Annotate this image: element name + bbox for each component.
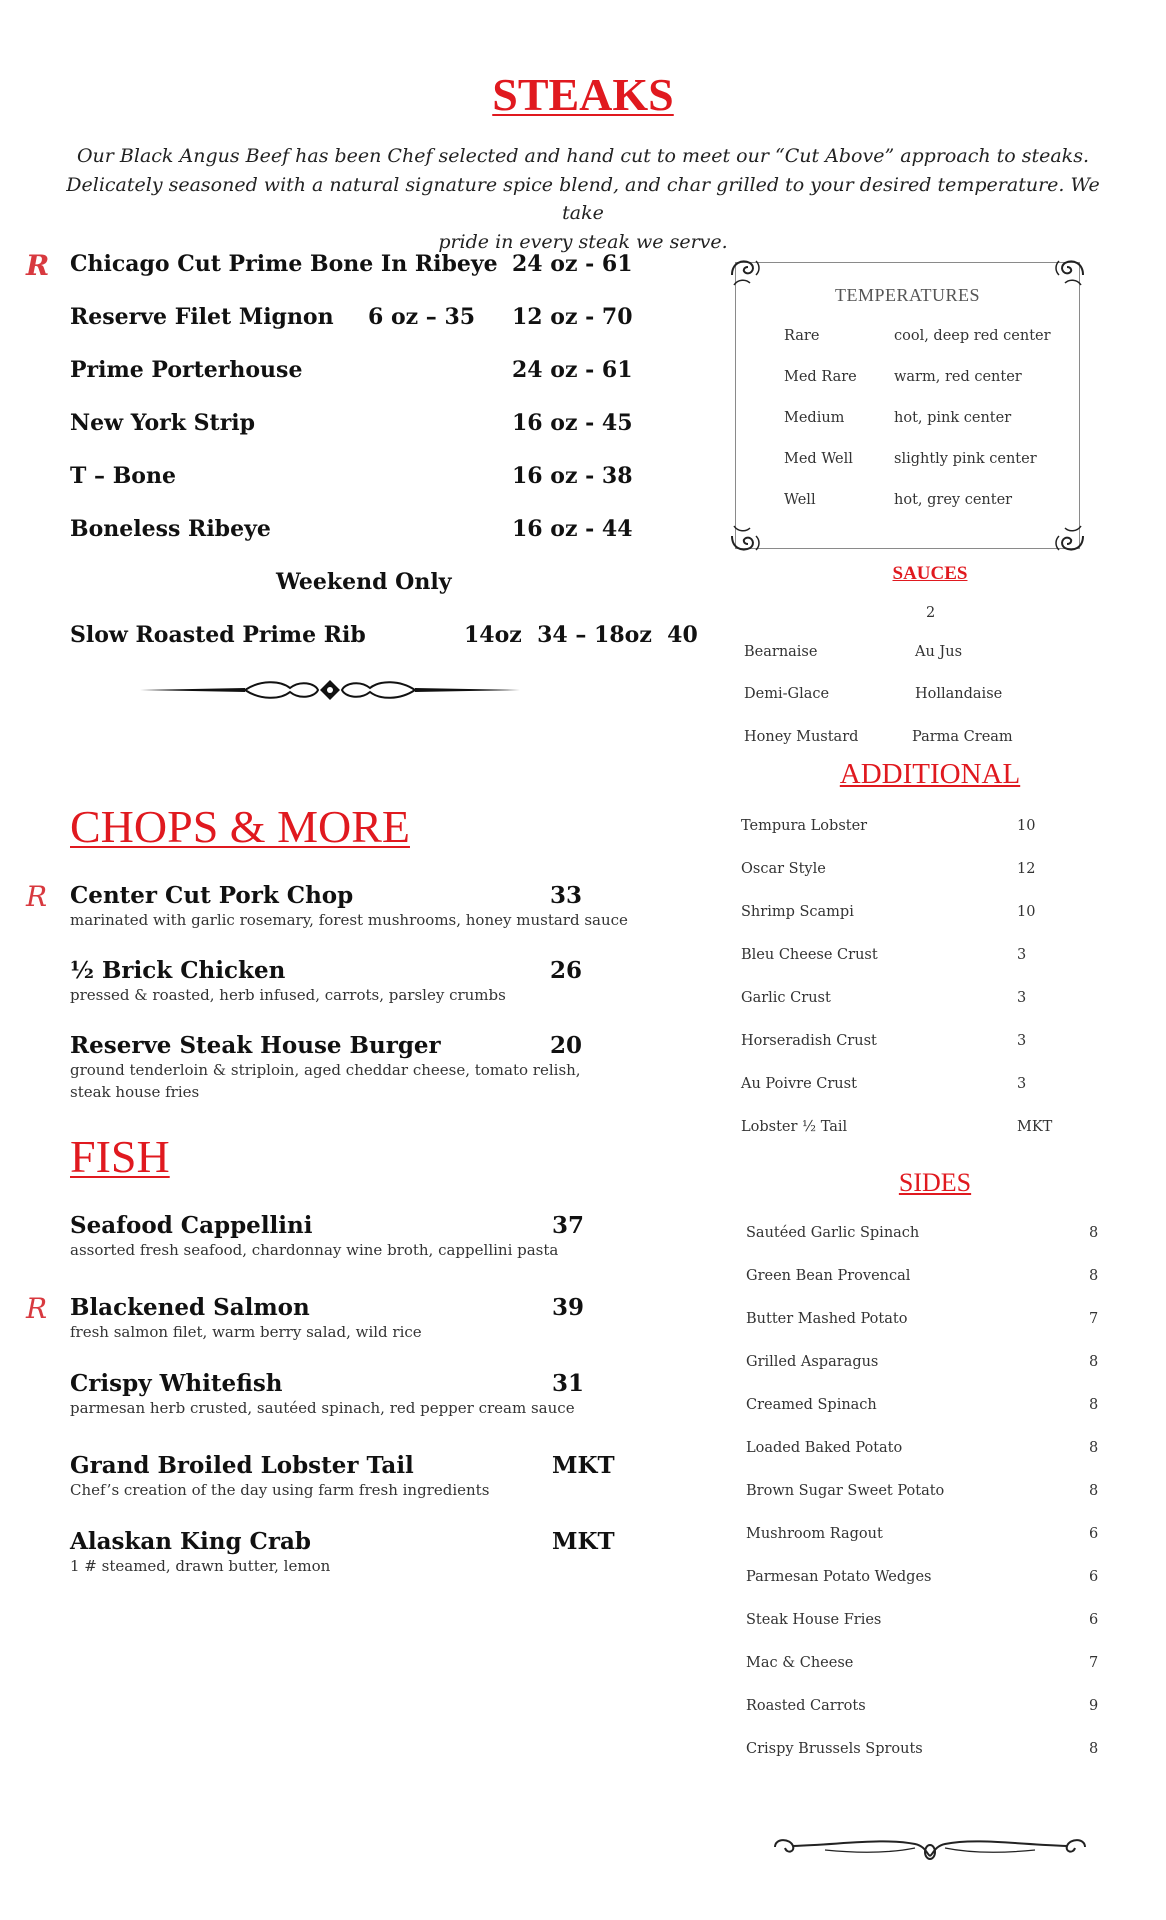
- side-item-name: Steak House Fries: [746, 1612, 882, 1628]
- steaks-intro: [60, 142, 1106, 256]
- steak-name: Boneless Ribeye: [70, 516, 271, 542]
- additional-item-name: Shrimp Scampi: [741, 904, 854, 920]
- item-desc: fresh salmon filet, warm berry salad, wild rice: [70, 1323, 422, 1341]
- item-name: Blackened Salmon: [70, 1294, 310, 1321]
- weekend-only-label: [70, 569, 700, 601]
- item-desc: 1 # steamed, drawn butter, lemon: [70, 1557, 331, 1575]
- item-desc: marinated with garlic rosemary, forest mushrooms, honey mustard sauce: [70, 911, 628, 929]
- corner-flourish-icon: [1047, 516, 1087, 556]
- side-item-name: Green Bean Provencal: [746, 1268, 911, 1284]
- side-item-price: 8: [1089, 1741, 1099, 1757]
- side-item-name: Grilled Asparagus: [746, 1354, 879, 1370]
- item-desc: Chef’s creation of the day using farm fresh ingredients: [70, 1481, 490, 1499]
- side-item-price: 6: [1089, 1526, 1099, 1542]
- item-name: Crispy Whitefish: [70, 1370, 283, 1397]
- sauce-item: Demi-Glace: [744, 686, 830, 702]
- bottom-flourish-icon: [765, 1830, 1095, 1864]
- additional-item-price: 3: [1017, 990, 1027, 1006]
- side-item-price: 7: [1089, 1311, 1099, 1327]
- steak-item: [70, 304, 700, 336]
- steak-size: 6 oz – 35: [368, 304, 476, 330]
- additional-item-price: MKT: [1017, 1119, 1053, 1135]
- steak-name: New York Strip: [70, 410, 256, 436]
- additional-item-name: Horseradish Crust: [741, 1033, 877, 1049]
- prime-rib-price: 14oz 34 – 18oz 40: [464, 622, 698, 648]
- additional-item-name: Au Poivre Crust: [741, 1076, 857, 1092]
- side-item-price: 9: [1089, 1698, 1099, 1714]
- steak-item: [26, 249, 700, 283]
- side-item-name: Sautéed Garlic Spinach: [746, 1225, 920, 1241]
- reserve-mark-icon: R: [26, 249, 50, 282]
- reserve-mark-icon: R: [26, 1292, 48, 1325]
- additional-item-name: Bleu Cheese Crust: [741, 947, 878, 963]
- item-price: 31: [552, 1370, 585, 1397]
- item-desc: parmesan herb crusted, sautéed spinach, red pepper cream sauce: [70, 1399, 575, 1417]
- intro-line: Delicately seasoned with a natural signature spice blend, and char grilled to your desired temperature. We take: [66, 173, 1100, 224]
- fish-item: [70, 1452, 670, 1501]
- item-price: 39: [552, 1294, 585, 1321]
- chop-item: [70, 957, 670, 1006]
- temp-desc: hot, grey center: [894, 492, 1013, 508]
- side-item-price: 8: [1089, 1483, 1099, 1499]
- additional-item-price: 10: [1017, 904, 1036, 920]
- sauces-heading: SAUCES: [892, 563, 968, 584]
- reserve-mark-icon: R: [26, 880, 48, 913]
- additional-item-name: Garlic Crust: [741, 990, 831, 1006]
- side-item-name: Mac & Cheese: [746, 1655, 854, 1671]
- item-desc: assorted fresh seafood, chardonnay wine broth, cappellini pasta: [70, 1241, 559, 1259]
- temp-desc: hot, pink center: [894, 410, 1012, 426]
- chop-item: [70, 1032, 630, 1103]
- sauces-price: 2: [926, 605, 936, 621]
- steak-price: 16 oz - 45: [512, 410, 633, 436]
- side-item-price: 8: [1089, 1354, 1099, 1370]
- prime-rib-name: Slow Roasted Prime Rib: [70, 622, 366, 648]
- sauce-item: Parma Cream: [912, 729, 1013, 745]
- fish-item: [70, 1528, 670, 1577]
- side-item-name: Parmesan Potato Wedges: [746, 1569, 932, 1585]
- sauce-item: Hollandaise: [915, 686, 1003, 702]
- additional-item-name: Tempura Lobster: [741, 818, 868, 834]
- temp-level: Med Rare: [784, 369, 857, 385]
- temperatures-title: TEMPERATURES: [834, 285, 981, 305]
- steak-name: Prime Porterhouse: [70, 357, 303, 383]
- sauce-item: Au Jus: [915, 644, 963, 660]
- sides-heading: SIDES: [898, 1168, 972, 1197]
- steaks-heading: STEAKS: [492, 69, 674, 120]
- item-price: MKT: [552, 1452, 615, 1479]
- side-item-name: Creamed Spinach: [746, 1397, 877, 1413]
- sauce-item: Bearnaise: [744, 644, 818, 660]
- additional-heading: ADDITIONAL: [839, 758, 1021, 790]
- item-desc: pressed & roasted, herb infused, carrots, parsley crumbs: [70, 986, 506, 1004]
- side-item-price: 8: [1089, 1397, 1099, 1413]
- steak-price: 16 oz - 44: [512, 516, 633, 542]
- temp-level: Med Well: [784, 451, 853, 467]
- side-item-name: Brown Sugar Sweet Potato: [746, 1483, 945, 1499]
- side-item-price: 6: [1089, 1612, 1099, 1628]
- side-item-name: Mushroom Ragout: [746, 1526, 883, 1542]
- additional-item-name: Oscar Style: [741, 861, 826, 877]
- item-price: 37: [552, 1212, 585, 1239]
- steak-name: Reserve Filet Mignon: [70, 304, 334, 330]
- temp-desc: warm, red center: [894, 369, 1022, 385]
- side-item-name: Roasted Carrots: [746, 1698, 866, 1714]
- side-item-price: 7: [1089, 1655, 1099, 1671]
- temp-level: Medium: [784, 410, 845, 426]
- item-name: Grand Broiled Lobster Tail: [70, 1452, 414, 1479]
- steak-name: Chicago Cut Prime Bone In Ribeye: [70, 251, 498, 277]
- steak-price: 12 oz - 70: [512, 304, 633, 330]
- steak-name: T – Bone: [70, 463, 176, 489]
- additional-item-price: 3: [1017, 1033, 1027, 1049]
- prime-rib-item: [70, 622, 700, 654]
- temp-level: Rare: [784, 328, 820, 344]
- side-item-price: 8: [1089, 1225, 1099, 1241]
- chop-item: [26, 880, 670, 931]
- additional-item-name: Lobster ½ Tail: [741, 1119, 848, 1135]
- chops-heading: CHOPS & MORE: [70, 801, 410, 852]
- temperatures-box: [735, 262, 1080, 549]
- additional-item-price: 12: [1017, 861, 1036, 877]
- sauce-item: Honey Mustard: [744, 729, 859, 745]
- temp-desc: cool, deep red center: [894, 328, 1051, 344]
- temp-desc: slightly pink center: [894, 451, 1037, 467]
- item-name: Reserve Steak House Burger: [70, 1032, 441, 1059]
- item-name: Center Cut Pork Chop: [70, 882, 354, 909]
- steak-price: 24 oz - 61: [512, 251, 633, 277]
- steak-price: 16 oz - 38: [512, 463, 633, 489]
- item-price: 26: [550, 957, 583, 984]
- ornament-divider-icon: [140, 675, 520, 705]
- item-name: Alaskan King Crab: [70, 1528, 311, 1555]
- additional-item-price: 3: [1017, 1076, 1027, 1092]
- item-price: 20: [550, 1032, 583, 1059]
- side-item-name: Loaded Baked Potato: [746, 1440, 903, 1456]
- side-item-name: Butter Mashed Potato: [746, 1311, 908, 1327]
- weekend-label: Weekend Only: [276, 569, 452, 595]
- additional-item-price: 3: [1017, 947, 1027, 963]
- item-name: Seafood Cappellini: [70, 1212, 313, 1239]
- side-item-price: 8: [1089, 1268, 1099, 1284]
- fish-item: [70, 1212, 670, 1261]
- intro-line: Our Black Angus Beef has been Chef selected and hand cut to meet our “Cut Above” approach to steaks.: [76, 145, 1089, 167]
- steak-price: 24 oz - 61: [512, 357, 633, 383]
- fish-item: [70, 1370, 670, 1419]
- fish-item: [26, 1292, 670, 1343]
- item-price: 33: [550, 882, 583, 909]
- corner-flourish-icon: [728, 516, 768, 556]
- additional-item-price: 10: [1017, 818, 1036, 834]
- fish-heading: FISH: [70, 1131, 170, 1182]
- item-desc: ground tenderloin & striploin, aged cheddar cheese, tomato relish, steak house fries: [70, 1061, 581, 1101]
- temp-level: Well: [784, 492, 816, 508]
- side-item-price: 8: [1089, 1440, 1099, 1456]
- steak-item: [70, 410, 700, 442]
- steak-item: [70, 463, 700, 495]
- side-item-name: Crispy Brussels Sprouts: [746, 1741, 923, 1757]
- item-price: MKT: [552, 1528, 615, 1555]
- item-name: ½ Brick Chicken: [70, 957, 286, 984]
- steak-item: [70, 357, 700, 389]
- intro-line: pride in every steak we serve.: [438, 230, 728, 253]
- side-item-price: 6: [1089, 1569, 1099, 1585]
- steak-item: [70, 516, 700, 548]
